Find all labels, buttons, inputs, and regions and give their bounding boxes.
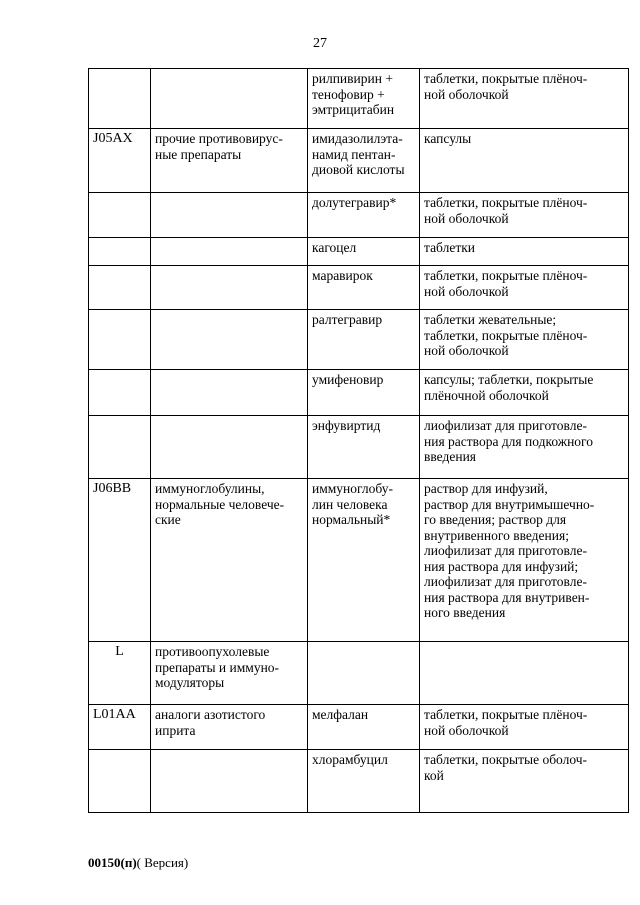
cell-atc-code [89,193,151,238]
cell-group-name [151,193,308,238]
cell-dosage-form: раствор для инфузий, раствор для внутримышечно- го введения; раствор для внутривенного введения; лиофилизат для приготовле- ния раствора для инфузий; лиофилизат для приготовле- ния раствора для внутривен- ного введения [420,479,629,642]
cell-dosage-form: таблетки, покрытые оболоч- кой [420,750,629,813]
cell-drug-name: долутегравир* [308,193,420,238]
cell-drug-name: ралтегравир [308,310,420,370]
cell-atc-code: J06BB [89,479,151,642]
table-row [89,238,629,266]
cell-group-name [151,238,308,266]
cell-atc-code [89,370,151,416]
cell-group-name: иммуноглобулины, нормальные человече- ские [151,479,308,642]
table-row [89,642,629,705]
cell-group-name [151,416,308,479]
cell-drug-name: маравирок [308,266,420,310]
cell-atc-code [89,416,151,479]
page-number: 27 [313,36,327,51]
table-row [89,479,629,642]
footer-code: 00150(п) [88,855,137,870]
cell-group-name [151,750,308,813]
cell-dosage-form: таблетки, покрытые плёноч- ной оболочкой [420,705,629,750]
table-row [89,193,629,238]
cell-atc-code: J05AX [89,129,151,193]
cell-dosage-form: таблетки [420,238,629,266]
cell-drug-name: кагоцел [308,238,420,266]
cell-dosage-form [420,642,629,705]
cell-drug-name: иммуноглобу- лин человека нормальный* [308,479,420,642]
table-body [89,69,629,813]
cell-group-name: прочие противовирус- ные препараты [151,129,308,193]
table-row [89,750,629,813]
cell-drug-name: мелфалан [308,705,420,750]
cell-drug-name [308,642,420,705]
table-row [89,370,629,416]
cell-dosage-form: таблетки, покрытые плёноч- ной оболочкой [420,69,629,129]
cell-dosage-form: капсулы [420,129,629,193]
cell-atc-code [89,750,151,813]
cell-group-name [151,266,308,310]
cell-dosage-form: лиофилизат для приготовле- ния раствора для подкожного введения [420,416,629,479]
cell-dosage-form: таблетки, покрытые плёноч- ной оболочкой [420,266,629,310]
cell-atc-code: L01AA [89,705,151,750]
cell-atc-code: L [89,642,151,705]
cell-atc-code [89,266,151,310]
cell-drug-name: рилпивирин + тенофовир + эмтрицитабин [308,69,420,129]
table-row [89,69,629,129]
cell-group-name [151,69,308,129]
cell-group-name: противоопухолевые препараты и иммуно- модуляторы [151,642,308,705]
document-footer [88,855,188,871]
cell-drug-name: умифеновир [308,370,420,416]
cell-atc-code [89,69,151,129]
drug-table [88,68,629,813]
table-row [89,310,629,370]
table-row [89,266,629,310]
cell-group-name [151,370,308,416]
cell-dosage-form: таблетки, покрытые плёноч- ной оболочкой [420,193,629,238]
cell-group-name: аналоги азотистого иприта [151,705,308,750]
table-row [89,416,629,479]
footer-version: ( Версия) [136,855,189,870]
cell-drug-name: энфувиртид [308,416,420,479]
table-row [89,705,629,750]
cell-drug-name: хлорамбуцил [308,750,420,813]
cell-atc-code [89,310,151,370]
cell-atc-code [89,238,151,266]
cell-group-name [151,310,308,370]
cell-dosage-form: таблетки жевательные; таблетки, покрытые плёноч- ной оболочкой [420,310,629,370]
cell-drug-name: имидазолилэта- намид пентан- диовой кислоты [308,129,420,193]
table-row [89,129,629,193]
cell-dosage-form: капсулы; таблетки, покрытые плёночной оболочкой [420,370,629,416]
